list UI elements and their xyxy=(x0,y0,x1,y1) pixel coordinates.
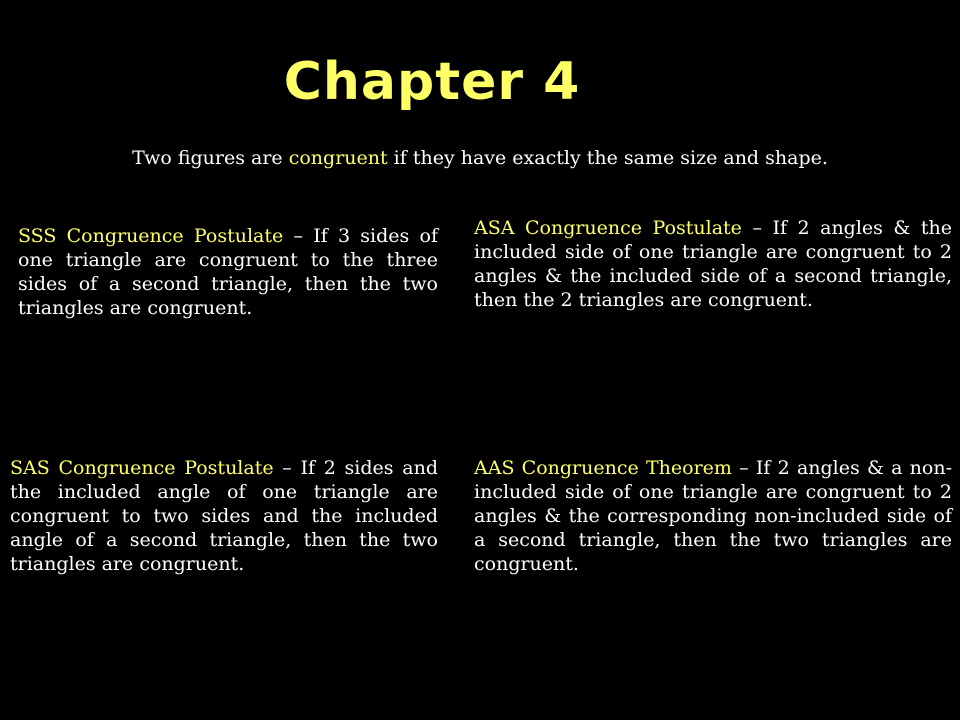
sss-postulate-block xyxy=(18,224,438,320)
sas-postulate-text: – If 2 sides and the included angle of one triangle are congruent to two sides and the included angle of a second triangle, then the two triangles are congruent. xyxy=(10,457,438,575)
asa-postulate-block xyxy=(474,216,952,312)
asa-postulate-term: ASA Congruence Postulate xyxy=(474,217,742,239)
asa-postulate-text: – If 2 angles & the included side of one triangle are congruent to 2 angles & the included side of a second triangle, then the 2 triangles are congruent. xyxy=(474,217,952,311)
aas-theorem-text: – If 2 angles & a non-included side of one triangle are congruent to 2 angles & the corresponding non-included side of a second triangle, then the two triangles are congruent. xyxy=(474,457,952,575)
sas-postulate-term: SAS Congruence Postulate xyxy=(10,457,274,479)
sas-postulate-block xyxy=(10,456,438,576)
sss-postulate-term: SSS Congruence Postulate xyxy=(18,225,284,247)
congruent-term: congruent xyxy=(288,147,388,169)
sss-postulate-text: – If 3 sides of one triangle are congruent to the three sides of a second triangle, then the two triangles are congruent. xyxy=(18,225,438,319)
definition-text-start: Two figures are xyxy=(132,147,289,169)
slide-title: Chapter 4 xyxy=(283,52,581,112)
congruent-definition xyxy=(0,146,960,170)
aas-theorem-term: AAS Congruence Theorem xyxy=(474,457,732,479)
aas-theorem-block xyxy=(474,456,952,576)
definition-text-end: if they have exactly the same size and shape. xyxy=(387,147,828,169)
